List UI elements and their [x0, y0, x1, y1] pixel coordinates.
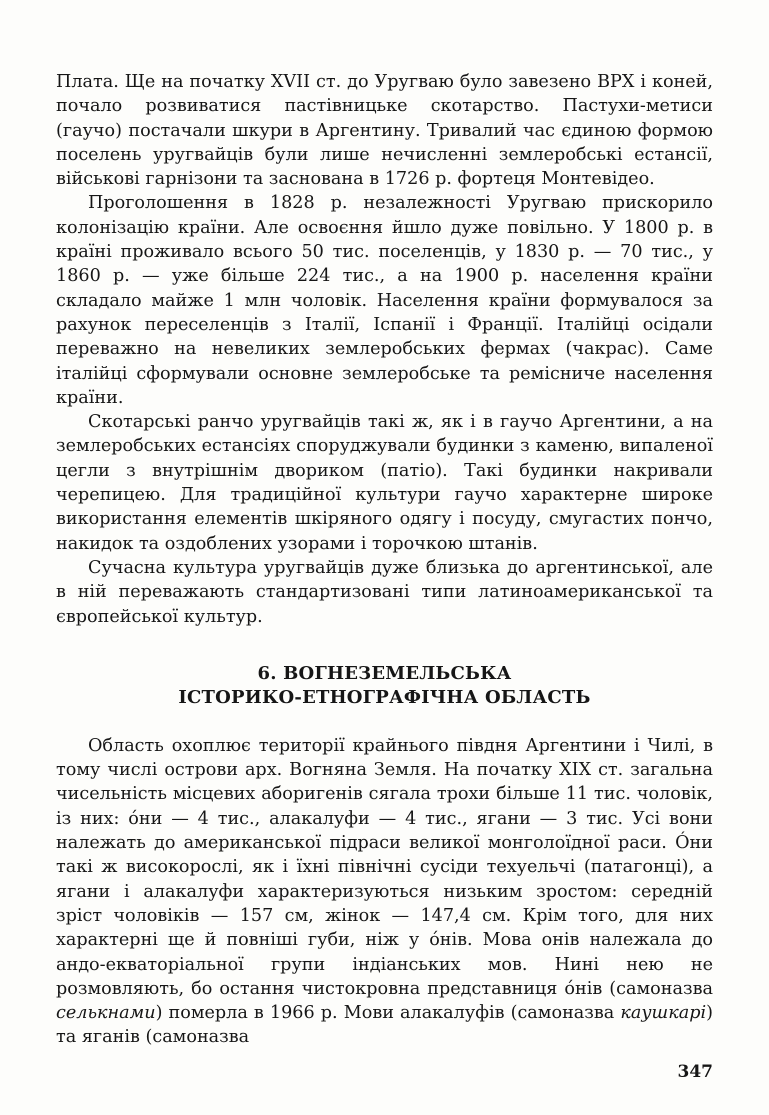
section-paragraph-text-2: ) померла в 1966 р. Мови алакалуфів (самоназва	[155, 1003, 621, 1024]
section-heading	[56, 662, 713, 710]
paragraph-2: Проголошення в 1828 р. незалежності Уругваю прискорило колонізацію країни. Але освоєння йшло дуже повільно. У 1800 р. в країні проживало всього 50 тис. поселенців, у 1830 р. — 70 тис., у 1860 р. — уже більше 224 тис., а на 1900 р. населення країни складало майже 1 млн чоловік. Населення країни формувалося за рахунок переселенців з Італії, Іспанії і Франції. Італійці осідали переважно на невеликих землеробських фермах (чакрас). Саме італійці сформували основне землеробське та ремісниче населення країни.	[56, 193, 713, 408]
section-paragraph-text-1: Область охоплює території крайнього півдня Аргентини і Чилі, в тому числі острови арх. Вогняна Земля. На початку XIX ст. загальна чисельність місцевих аборигенів сягала трохи більше 11 тис. чоловік, із них: óни — 4 тис., алакалуфи — 4 тис., ягани — 3 тис. Усі вони належать до американської підраси великої монголоїдної раси. Óни такі ж високорослі, як і їхні північні сусіди техуельчі (патагонці), а ягани і алакалуфи характеризуються низьким зростом: середній зріст чоловіків — 157 см, жінок — 147,4 см. Крім того, для них характерні ще й повніші губи, ніж у óнів. Мова онів належала до андо-екваторіальної групи індіанських мов. Нині нею не розмовляють, бо остання чистокровна представниця óнів (самоназва	[56, 735, 713, 999]
section-heading-line-1: 6. ВОГНЕЗЕМЕЛЬСЬКА	[257, 662, 512, 684]
paragraph-3: Скотарські ранчо уругвайців такі ж, як і в гаучо Аргентини, а на землеробських естансіях споруджували будинки з каменю, випаленої цегли з внутрішнім двориком (патіо). Такі будинки накривали черепицею. Для традиційної культури гаучо характерне широке використання елементів шкіряного одягу і посуду, смугастих пончо, накидок та оздоблених узорами і торочкою штанів.	[56, 412, 713, 554]
paragraph-1: Плата. Ще на початку XVII ст. до Уругваю було завезено ВРХ і коней, почало розвиватися пастівницьке скотарство. Пастухи-метиси (гаучо) постачали шкури в Аргентину. Тривалий час єдиною формою поселень уругвайців були лише нечисленні землеробські естансії, військові гарнізони та заснована в 1726 р. фортеця Монтевідео.	[56, 72, 713, 190]
selknam-term: селькнами	[56, 1003, 156, 1024]
kaushkari-term: каушкарі	[620, 1003, 707, 1024]
paragraph-4: Сучасна культура уругвайців дуже близька до аргентинської, але в ній переважають стандартизовані типи латиноамериканської та європейської культур.	[56, 557, 713, 627]
section-heading-line-2: ІСТОРИКО-ЕТНОГРАФІЧНА ОБЛАСТЬ	[178, 686, 591, 708]
section-paragraph	[56, 734, 713, 1050]
section-paragraph-text-3: ) та яганів (самоназва	[56, 1003, 713, 1048]
page-number: 347	[677, 1062, 713, 1082]
